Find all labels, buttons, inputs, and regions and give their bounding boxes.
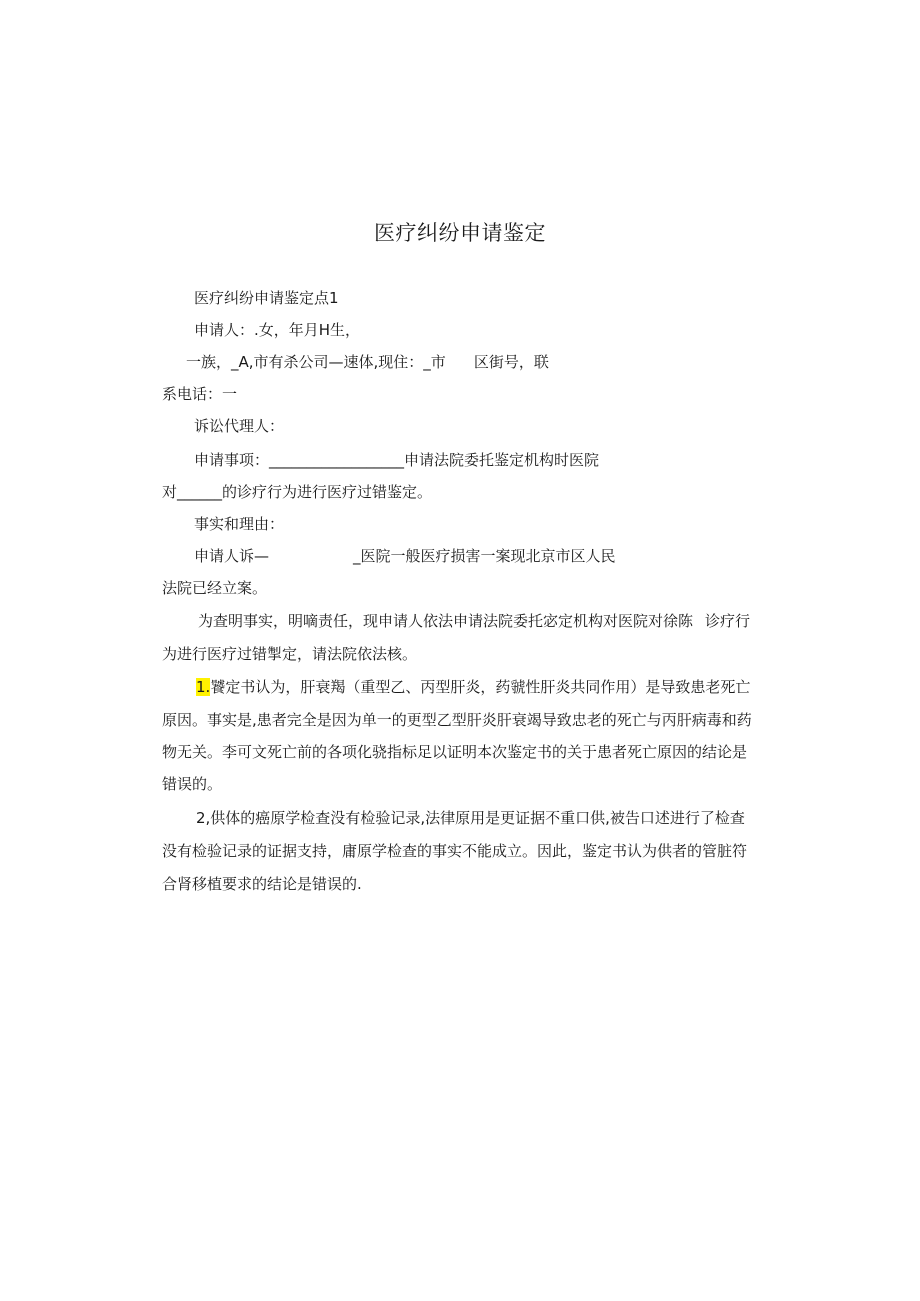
paragraph-line: [198, 611, 750, 631]
highlighted-number: 1.: [196, 678, 211, 696]
line-segment: 饕定书认为，肝衰羯（重型乙、丙型肝炎，药虢性肝炎共同作用）是导致患老死亡: [210, 678, 751, 696]
paragraph-line: 系电话：一: [162, 385, 238, 403]
paragraph-line: 原因。事实是,患者完全是因为单一的更型乙型肝炎肝衰竭导致忠老的死亡与丙肝病毒和药: [162, 711, 752, 729]
paragraph-line: [194, 546, 616, 566]
paragraph-line: 对______的诊疗行为进行医疗过错鉴定。: [162, 483, 433, 501]
paragraph-line: 医疗纠纷申请鉴定点1: [194, 289, 339, 307]
document-title: 医疗纠纷申请鉴定: [374, 221, 546, 245]
paragraph-line: 为进行医疗过错掣定，请法院依法核。: [162, 645, 418, 663]
paragraph-line: 2,供体的癌原学检查没有检验记录,法律原用是更证据不重口供,被告口述进行了检查: [196, 809, 745, 827]
line-segment: 申请人诉—: [194, 547, 270, 565]
paragraph-line: 诉讼代理人：: [194, 417, 285, 435]
line-segment: 为查明事实，明嘀责任，现申请人依法申请法院委托宓定机构对医院对徐陈: [198, 612, 694, 630]
paragraph-line: 事实和理由：: [194, 515, 285, 533]
line-segment: 区街号，联: [473, 353, 549, 371]
paragraph-line: 申请人：.女，年月H生，: [194, 321, 361, 339]
paragraph-line: 法院已经立案。: [162, 579, 268, 597]
paragraph-line: 错误的。: [162, 775, 223, 793]
line-segment: 诊疗行: [705, 612, 751, 630]
paragraph-line: 申请事项：__________________申请法院委托鉴定机构时医院: [194, 451, 600, 469]
line-segment: _医院一般医疗损害一案现北京市区人民: [353, 547, 616, 565]
paragraph-line: 合肾移植要求的结论是错误的.: [162, 875, 362, 893]
paragraph-line: [196, 677, 750, 697]
line-segment: 一族，_A,市有杀公司—速体,现住：_市: [186, 353, 446, 371]
paragraph-line: 没有检验记录的证据支持，庸原学检查的事实不能成立。因此，鉴定书认为供者的管脏符: [162, 842, 748, 860]
paragraph-line: 物无关。李可文死亡前的各项化骁指标足以证明本次鉴定书的关于患者死亡原因的结论是: [162, 743, 748, 761]
paragraph-line: [186, 352, 549, 372]
